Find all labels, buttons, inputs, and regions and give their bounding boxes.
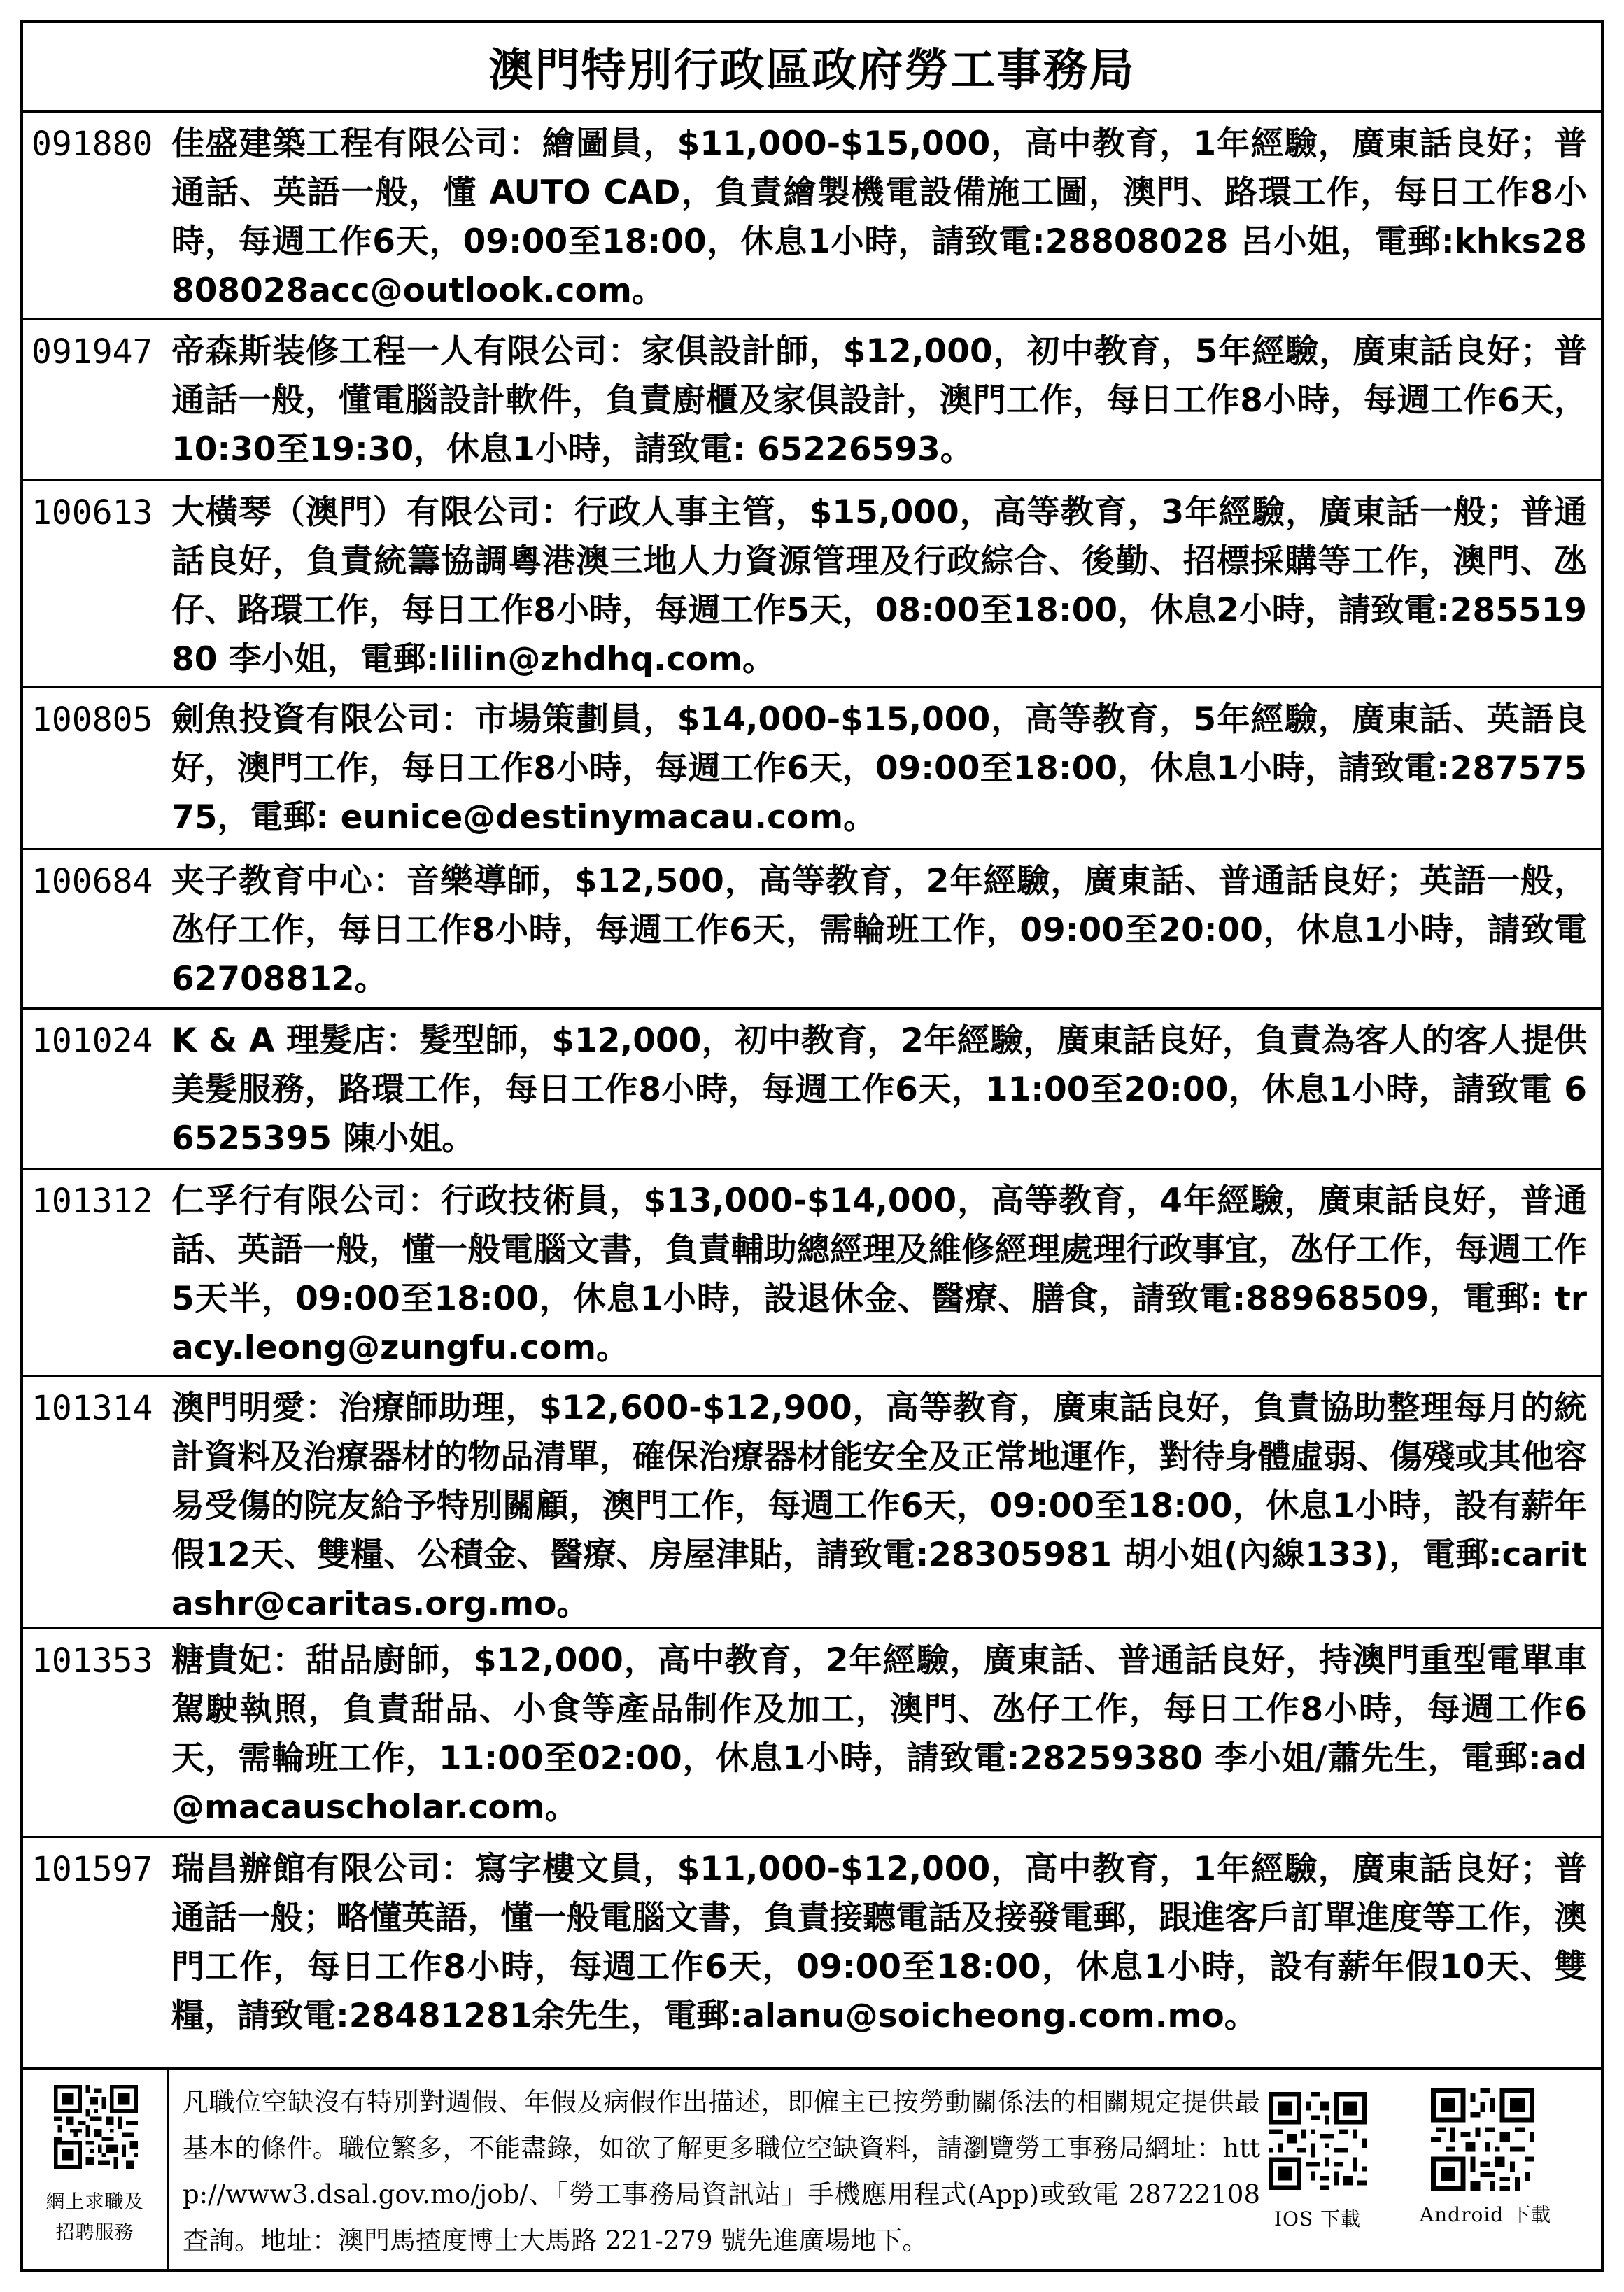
- job-code: 101312: [31, 1182, 153, 1221]
- job-description: 帝森斯装修工程一人有限公司：家俱設計師，$12,000，初中教育，5年經驗，廣東話良好；普通話一般，懂電腦設計軟件，負責廚櫃及家俱設計，澳門工作，每日工作8小時，每週工作6天，10:30至19:30，休息1小時，請致電: 65226593。: [171, 332, 1587, 469]
- job-listing: [23, 1170, 1601, 1377]
- job-listing: [23, 1629, 1601, 1838]
- job-description: 仁孚行有限公司：行政技術員，$13,000-$14,000，高等教育，4年經驗，廣東話良好，普通話、英語一般，懂一般電腦文書，負責輔助總經理及維修經理處理行政事宜，氹仔工作，每週工作5天半，09:00至18:00，休息1小時，設退休金、醫療、膳食，請致電:88968509，電郵: tracy.leong@zungfu.com。: [171, 1182, 1587, 1367]
- job-code: 100684: [31, 862, 153, 901]
- online-job-service: [23, 2070, 169, 2272]
- job-listing: [23, 113, 1601, 320]
- android-download-label: Android 下載: [1419, 2203, 1552, 2226]
- job-listings: [23, 113, 1601, 2070]
- notice-sheet: [20, 20, 1604, 2272]
- ios-download-label: IOS 下載: [1273, 2207, 1362, 2230]
- qr-code-android[interactable]: [1431, 2088, 1534, 2191]
- job-code: 100613: [31, 493, 153, 532]
- qr-code-ios[interactable]: [1269, 2092, 1367, 2190]
- job-listing: [23, 850, 1601, 1010]
- job-code: 101597: [31, 1850, 153, 1889]
- job-description: 糖貴妃：甜品廚師，$12,000，高中教育，2年經驗，廣東話、普通話良好，持澳門重型電單車駕駛執照，負責甜品、小食等產品制作及加工，澳門、氹仔工作，每日工作8小時，每週工作6天，需輪班工作，11:00至02:00，休息1小時，請致電:28259380 李小姐/蕭先生，電郵:ad@macauscholar.com。: [171, 1641, 1587, 1827]
- job-description: K & A 理髮店：髮型師，$12,000，初中教育，2年經驗，廣東話良好，負責為客人的客人提供美髮服務，路環工作，每日工作8小時，每週工作6天，11:00至20:00，休息1小時，請致電 66525395 陳小姐。: [171, 1021, 1587, 1158]
- job-code: 101314: [31, 1389, 153, 1428]
- caption-line: 網上求職及: [45, 2191, 144, 2213]
- job-description: 夹子教育中心：音樂導師，$12,500，高等教育，2年經驗，廣東話、普通話良好；英語一般，氹仔工作，每日工作8小時，每週工作6天，需輪班工作，09:00至20:00，休息1小時，請致電 62708812。: [171, 862, 1587, 998]
- job-code: 091947: [31, 332, 153, 372]
- job-code: 101024: [31, 1021, 153, 1061]
- job-listing: [23, 320, 1601, 481]
- job-description: 澳門明愛：治療師助理，$12,600-$12,900，高等教育，廣東話良好，負責協助整理每月的統計資料及治療器材的物品清單，確保治療器材能安全及正常地運作，對待身體虛弱、傷殘或其他容易受傷的院友給予特別關顧，澳門工作，每週工作6天，09:00至18:00，休息1小時，設有薪年假12天、雙糧、公積金、醫療、房屋津貼，請致電:28305981 胡小姐(內線133)，電郵:caritashr@caritas.org.mo。: [171, 1389, 1587, 1623]
- job-description: 瑞昌辦館有限公司：寫字樓文員，$11,000-$12,000，高中教育，1年經驗，廣東話良好；普通話一般；略懂英語，懂一般電腦文書，負責接聽電話及接發電郵，跟進客戶訂單進度等工作，澳門工作，每日工作8小時，每週工作6天，09:00至18:00，休息1小時，設有薪年假10天、雙糧，請致電:28481281余先生，電郵:alanu@soicheong.com.mo。: [171, 1850, 1587, 2035]
- caption-line: 招聘服務: [55, 2222, 134, 2244]
- job-description: 大橫琴（澳門）有限公司：行政人事主管，$15,000，高等教育，3年經驗，廣東話一般；普通話良好，負責統籌協調粵港澳三地人力資源管理及行政綜合、後勤、招標採購等工作，澳門、氹仔、路環工作，每日工作8小時，每週工作5天，08:00至18:00，休息2小時，請致電:28551980 李小姐，電郵:lilin@zhdhq.com。: [171, 493, 1587, 679]
- job-listing: [23, 688, 1601, 850]
- job-description: 劍魚投資有限公司：市場策劃員，$14,000-$15,000，高等教育，5年經驗，廣東話、英語良好，澳門工作，每日工作8小時，每週工作6天，09:00至18:00，休息1小時，請致電:28757575，電郵: eunice@destinymacau.com。: [171, 700, 1587, 837]
- job-listing: [23, 1010, 1601, 1170]
- footer: [23, 2070, 1601, 2272]
- page-title: 澳門特別行政區政府勞工事務局: [23, 23, 1601, 113]
- job-code: 100805: [31, 700, 153, 740]
- job-listing: [23, 481, 1601, 688]
- job-code: 101353: [31, 1641, 153, 1681]
- notice-text: 凡職位空缺沒有特別對週假、年假及病假作出描述，即僱主已按勞動關係法的相關規定提供最基本的條件。職位繁多，不能盡錄，如欲了解更多職位空缺資料，請瀏覽勞工事務局網址：http://www3.dsal.gov.mo/job/、「勞工事務局資訊站」手機應用程式(App)或致電 28722108 查詢。地址：澳門馬揸度博士大馬路 221-279 號先進廣場地下。: [183, 2087, 1260, 2256]
- online-service-caption: [23, 2187, 167, 2249]
- job-listing: [23, 1838, 1601, 2070]
- job-listing: [23, 1377, 1601, 1629]
- qr-code-online-service[interactable]: [54, 2085, 138, 2169]
- job-code: 091880: [31, 125, 153, 164]
- job-description: 佳盛建築工程有限公司：繪圖員，$11,000-$15,000，高中教育，1年經驗，廣東話良好；普通話、英語一般，懂 AUTO CAD，負責繪製機電設備施工圖，澳門、路環工作，每日工作8小時，每週工作6天，09:00至18:00，休息1小時，請致電:28808028 呂小姐，電郵:khks28808028acc@outlook.com。: [171, 125, 1587, 310]
